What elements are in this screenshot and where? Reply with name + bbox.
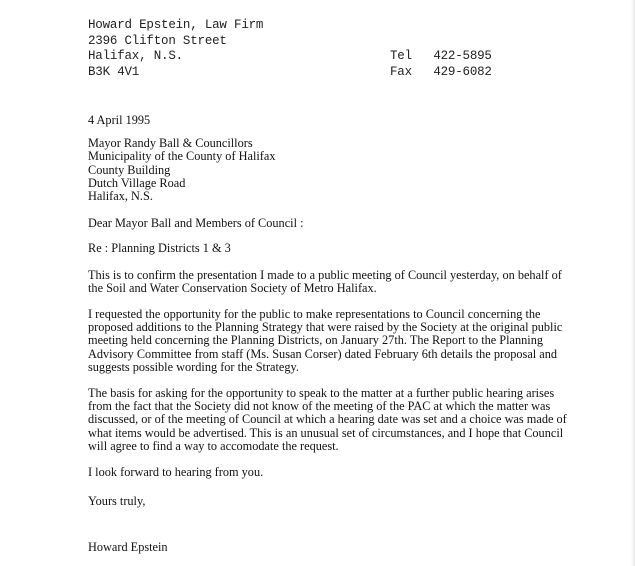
closing: Yours truly,	[88, 494, 146, 509]
recipient-line: Dutch Village Road	[88, 175, 186, 190]
recipient-address	[88, 137, 568, 203]
contact-info	[390, 49, 492, 80]
scan-edge	[631, 0, 635, 566]
paragraph: This is to confirm the presentation I made to a public meeting of Council yesterday, on behalf of the Soil and Water Conservation Society of Metro Halifax.	[88, 267, 562, 295]
recipient-line: Mayor Randy Ball & Councillors	[88, 136, 253, 151]
fax-label: Fax	[390, 64, 412, 79]
letterhead	[88, 18, 263, 80]
firm-city: Halifax, N.S.	[88, 49, 183, 63]
telephone-number: 422-5895	[433, 49, 492, 63]
paragraph: I requested the opportunity for the public to make representations to Council concerning the proposed additions to the Planning Strategy that were raised by the Society at the original public meeting held concerning the Planning Districts, on January 27th. The Report to the Planning Advisory Committee from staff (Ms. Susan Corser) dated February 6th details the proposal and suggests possible wording for the Strategy.	[88, 307, 563, 374]
recipient-line: Halifax, N.S.	[88, 189, 153, 204]
fax-row	[390, 65, 492, 81]
paragraph: I look forward to hearing from you.	[88, 465, 264, 480]
subject-line: Re : Planning Districts 1 & 3	[88, 241, 231, 256]
letter-date: 4 April 1995	[88, 113, 151, 127]
fax-number: 429-6082	[433, 64, 492, 79]
telephone-row	[390, 49, 492, 65]
firm-street: 2396 Clifton Street	[88, 33, 227, 48]
signature-name: Howard Epstein	[88, 540, 168, 554]
letter-body	[88, 114, 568, 508]
telephone-label: Tel	[390, 49, 412, 63]
paragraph: The basis for asking for the opportunity to speak to the matter at a further public hearing arises from the fact that the Society did not know of the meeting of the PAC at which the matter was discussed, or of the meeting of Council at which a hearing date was set and a choice was made of what items would be advertised. This is an unusual set of circumstances, and I hope that Council will agree to find a way to accomodate the request.	[88, 386, 567, 453]
recipient-line: County Building	[88, 162, 171, 177]
firm-name: Howard Epstein, Law Firm	[88, 18, 264, 32]
recipient-line: Municipality of the County of Halifax	[88, 149, 276, 164]
salutation: Dear Mayor Ball and Members of Council :	[88, 216, 304, 231]
firm-postal-code: B3K 4V1	[88, 64, 140, 79]
